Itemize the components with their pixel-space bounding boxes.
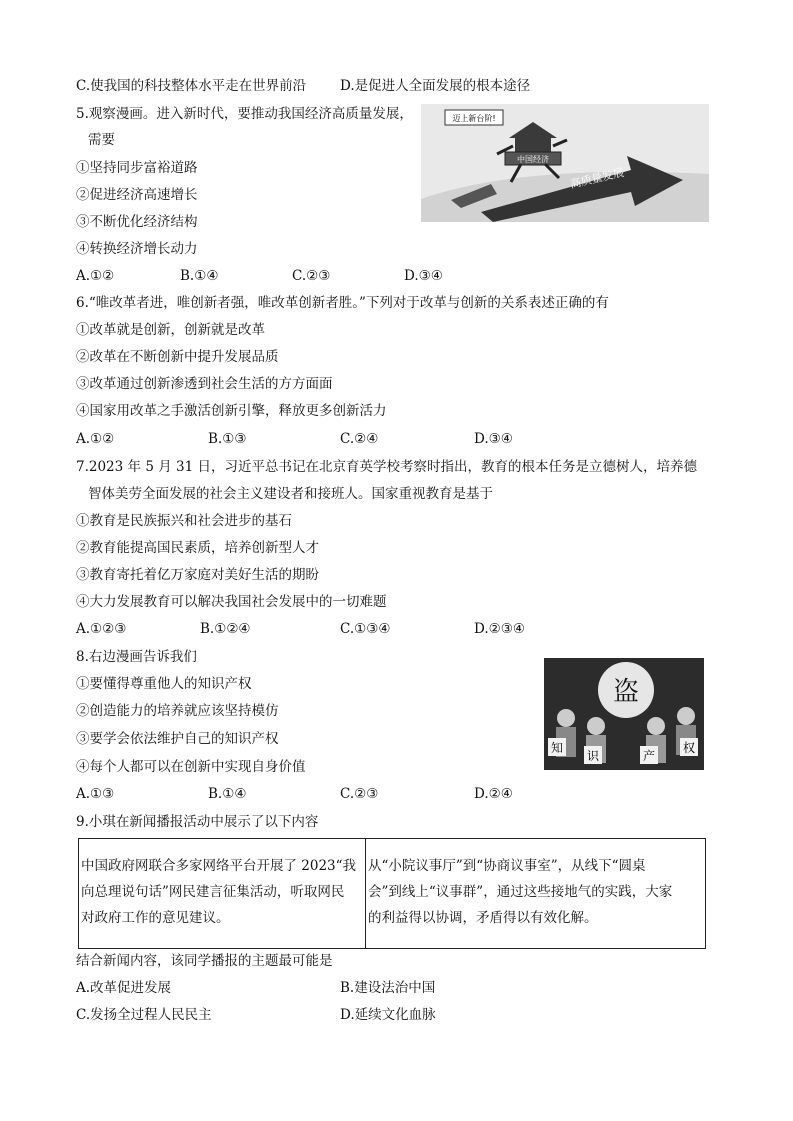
q8-item: ④每个人都可以在创新中实现自身价值: [76, 759, 306, 775]
q5-stem-cont: 需要: [88, 132, 115, 148]
ip-cartoon: [544, 658, 704, 770]
q8-stem: 8.右边漫画告诉我们: [76, 649, 197, 665]
q6-option-a: A.①②: [76, 431, 115, 447]
q6-item: ④国家用改革之手激活创新引擎，释放更多创新活力: [76, 403, 387, 419]
q5-stem: 5.观察漫画。进入新时代，要推动我国经济高质量发展，: [76, 106, 413, 122]
moon-char: 盗: [612, 677, 640, 707]
q4-option-c: C.使我国的科技整体水平走在世界前沿: [76, 78, 307, 94]
q8-item: ③要学会依法维护自己的知识产权: [76, 731, 279, 747]
q7-item: ②教育能提高国民素质，培养创新型人才: [76, 540, 319, 556]
q8-item: ②创造能力的培养就应该坚持模仿: [76, 703, 279, 719]
q5-item: ①坚持同步富裕道路: [76, 160, 198, 176]
q9-option-d: D.延续文化血脉: [340, 1007, 436, 1023]
q6-item: ③改革通过创新渗透到社会生活的方方面面: [76, 376, 333, 392]
q5-item: ②促进经济高速增长: [76, 187, 198, 203]
q9-option-a: A.改革促进发展: [76, 980, 172, 996]
sign-char: 权: [682, 741, 696, 755]
economy-cartoon: [421, 104, 709, 222]
banner-label: 中国经济: [517, 155, 549, 164]
q7-stem-cont: 智体美劳全面发展的社会主义建设者和接班人。国家重视教育是基于: [88, 486, 493, 502]
q7-item: ①教育是民族振兴和社会进步的基石: [76, 513, 292, 529]
q9-prompt: 结合新闻内容，该同学播报的主题最可能是: [76, 953, 333, 969]
news-cell-right: 从“小院议事厅”到“协商议事室”，从线下“圆桌 会”到线上“议事群”，通过这些接地气的实践，大家 的利益得以协调，矛盾得以有效化解。: [366, 839, 706, 949]
q9-option-c: C.发扬全过程人民民主: [76, 1007, 212, 1023]
q8-option-b: B.①④: [208, 786, 247, 802]
q6-option-b: B.①③: [208, 431, 247, 447]
sign-char: 识: [586, 749, 600, 763]
q4-option-d: D.是促进人全面发展的根本途径: [340, 78, 531, 94]
q7-item: ④大力发展教育可以解决我国社会发展中的一切难题: [76, 594, 387, 610]
arrow-label: 高质量发展: [568, 165, 626, 191]
q8-item: ①要懂得尊重他人的知识产权: [76, 676, 252, 692]
q7-stem: 7.2023 年 5 月 31 日，习近平总书记在北京育英学校考察时指出，教育的根本任务是立德树人，培养德: [76, 459, 697, 475]
q5-option-c: C.②③: [292, 268, 331, 284]
q5-item: ③不断优化经济结构: [76, 214, 198, 230]
q5-item: ④转换经济增长动力: [76, 241, 198, 257]
q7-option-a: A.①②③: [76, 621, 127, 637]
q6-item: ②改革在不断创新中提升发展品质: [76, 349, 279, 365]
q8-option-c: C.②③: [340, 786, 379, 802]
sign-char: 产: [642, 749, 656, 763]
sign-text: 迈上新台阶!: [452, 114, 496, 123]
q6-option-c: C.②④: [340, 431, 379, 447]
q8-option-a: A.①③: [76, 786, 115, 802]
q6-option-d: D.③④: [474, 431, 513, 447]
sign-char: 知: [550, 741, 564, 755]
q9-stem: 9.小琪在新闻播报活动中展示了以下内容: [76, 814, 319, 830]
q5-option-a: A.①②: [76, 268, 115, 284]
q5-option-d: D.③④: [404, 268, 443, 284]
q6-item: ①改革就是创新，创新就是改革: [76, 322, 265, 338]
q5-option-b: B.①④: [180, 268, 219, 284]
q9-option-b: B.建设法治中国: [340, 980, 436, 996]
q7-option-b: B.①②④: [200, 621, 251, 637]
q6-stem: 6.“唯改革者进，唯创新者强，唯改革创新者胜。”下列对于改革与创新的关系表述正确的有: [76, 295, 609, 311]
news-table: [78, 838, 706, 949]
q8-option-d: D.②④: [474, 786, 513, 802]
news-cell-left: 中国政府网联合多家网络平台开展了 2023“我 向总理说句话”网民建言征集活动，听取网民 对政府工作的意见建议。: [79, 839, 366, 949]
q7-item: ③教育寄托着亿万家庭对美好生活的期盼: [76, 567, 319, 583]
q7-option-c: C.①③④: [340, 621, 391, 637]
q7-option-d: D.②③④: [474, 621, 525, 637]
